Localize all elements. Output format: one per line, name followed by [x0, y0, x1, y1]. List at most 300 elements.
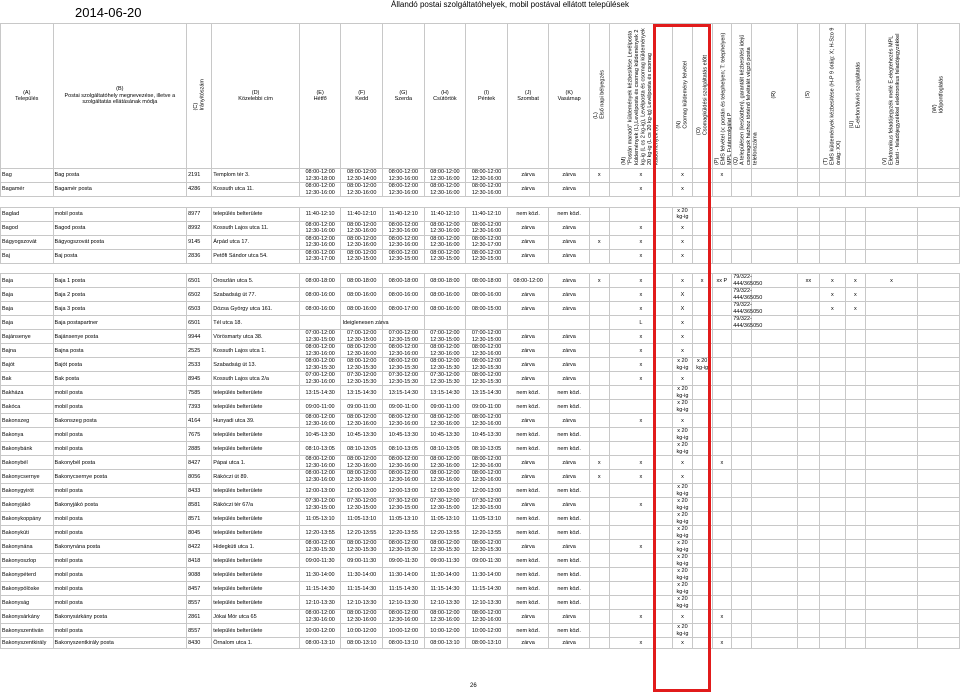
cell-c: 4164	[187, 414, 212, 428]
column-code: (I)	[483, 89, 490, 96]
cell-v	[865, 302, 918, 316]
cell-v	[865, 484, 918, 498]
cell-q	[732, 428, 752, 442]
cell-w	[918, 274, 960, 288]
cell-i: 08:00-15:00	[466, 302, 508, 316]
cell-l	[589, 442, 609, 456]
cell-k: nem közl.	[549, 554, 590, 568]
cell-d: Kossuth Lajos utca 11.	[212, 221, 300, 235]
cell-s	[797, 456, 819, 470]
cell-r	[751, 386, 797, 400]
cell-a: Baja	[1, 302, 54, 316]
cell-b: Bakonyszentkirály posta	[53, 638, 187, 649]
cell-l	[589, 568, 609, 582]
cell-k: zárva	[549, 249, 590, 263]
cell-t	[819, 207, 845, 221]
cell-b: Bakonycsernye posta	[53, 470, 187, 484]
cell-s	[797, 512, 819, 526]
cell-i: 07:30-12:00 12:30-15:00	[466, 498, 508, 512]
cell-h: 08:00-13:10	[424, 638, 466, 649]
cell-g: 08:00-12:00 12:30-15:00	[383, 249, 425, 263]
cell-f: 08:00-12:00 12:30-16:00	[341, 183, 383, 197]
cell-s	[797, 638, 819, 649]
cell-l	[589, 316, 609, 330]
cell-w	[918, 358, 960, 372]
table-row	[1, 288, 960, 302]
cell-d: település belterülete	[212, 596, 300, 610]
cell-h: 08:00-12:00 12:30-16:00	[424, 235, 466, 249]
cell-c: 8457	[187, 582, 212, 596]
cell-r	[751, 610, 797, 624]
cell-i: 11:40-12:10	[466, 207, 508, 221]
cell-e: 07:00-12:00 12:30-15:00	[299, 330, 341, 344]
cell-i: 08:00-12:00 12:30-16:00	[466, 221, 508, 235]
column-title: "Postán maradó" küldemények kézbesítése Levélposta küldemények (L),Levélposta és csomag küldemények 2 kg-ig (L cs 2 kg-ig), Levélposta és csomag küldemények 20 kg-ig (L cs 20 kg-ig) Levélposta és csomag küldemények (x)	[627, 28, 660, 165]
cell-w	[918, 526, 960, 540]
cell-u	[846, 456, 866, 470]
cell-w	[918, 400, 960, 414]
column-title: EMS felvétel (x: postán és telephelyen; T: telephelyen) MPL Futárszolgálat P	[720, 32, 733, 165]
cell-p: xx P	[712, 274, 732, 288]
column-title: Szombat	[517, 96, 539, 102]
cell-t	[819, 169, 845, 183]
cell-b: mobil posta	[53, 624, 187, 638]
cell-t	[819, 235, 845, 249]
cell-n: x 20 kg-ig	[673, 540, 693, 554]
cell-u: x	[846, 274, 866, 288]
cell-q	[732, 540, 752, 554]
table-row	[1, 428, 960, 442]
cell-p	[712, 428, 732, 442]
cell-d: Hunyadi utca 39.	[212, 414, 300, 428]
cell-v	[865, 221, 918, 235]
cell-l	[589, 582, 609, 596]
cell-c: 2885	[187, 442, 212, 456]
column-header	[549, 24, 590, 169]
cell-f: 08:00-12:00 12:30-15:30	[341, 540, 383, 554]
column-title: E-elefon/távíró szolgáltatás	[855, 61, 862, 128]
column-code: (R)	[771, 90, 778, 99]
cell-b: Bajna posta	[53, 344, 187, 358]
cell-l	[589, 414, 609, 428]
cell-h: 08:00-12:00 12:30-16:00	[424, 414, 466, 428]
cell-q	[732, 169, 752, 183]
cell-m: x	[609, 456, 672, 470]
cell-b: mobil posta	[53, 484, 187, 498]
cell-h: 08:00-18:00	[424, 274, 466, 288]
cell-u: x	[846, 302, 866, 316]
cell-e	[299, 316, 341, 330]
cell-h: 11:15-14:30	[424, 582, 466, 596]
cell-r	[751, 428, 797, 442]
cell-t	[819, 582, 845, 596]
cell-t	[819, 512, 845, 526]
cell-q	[732, 470, 752, 484]
cell-e: 08:00-12:00 12:30-15:30	[299, 540, 341, 554]
column-code: (Q)	[733, 156, 740, 165]
cell-q	[732, 624, 752, 638]
cell-p	[712, 498, 732, 512]
cell-h: 08:00-12:00 12:30-15:00	[424, 249, 466, 263]
cell-v	[865, 596, 918, 610]
column-code: (F)	[358, 89, 366, 96]
cell-k	[549, 316, 590, 330]
cell-l	[589, 386, 609, 400]
cell-h: 11:30-14:00	[424, 568, 466, 582]
cell-b: Baja 3 posta	[53, 302, 187, 316]
cell-a: Bakháza	[1, 386, 54, 400]
cell-w	[918, 235, 960, 249]
cell-f: Ideiglenesen zárva	[341, 316, 383, 330]
cell-l	[589, 512, 609, 526]
cell-j: zárva	[507, 183, 549, 197]
cell-l	[589, 624, 609, 638]
cell-m: x	[609, 330, 672, 344]
cell-j: nem közl.	[507, 484, 549, 498]
cell-l	[589, 484, 609, 498]
column-title: Időpontfoglalás	[938, 76, 945, 114]
cell-n: x	[673, 610, 693, 624]
cell-v	[865, 624, 918, 638]
cell-k: zárva	[549, 221, 590, 235]
cell-q	[732, 183, 752, 197]
cell-d: Dózsa György utca 161.	[212, 302, 300, 316]
cell-h: 12:10-13:30	[424, 596, 466, 610]
table-row	[1, 344, 960, 358]
cell-r	[751, 456, 797, 470]
cell-w	[918, 249, 960, 263]
cell-i: 10:00-12:00	[466, 624, 508, 638]
cell-f: 08:00-16:00	[341, 302, 383, 316]
highlight-box	[653, 24, 711, 692]
table-row	[1, 582, 960, 596]
cell-c: 2191	[187, 169, 212, 183]
column-header	[341, 24, 383, 169]
cell-t	[819, 221, 845, 235]
cell-l: x	[589, 169, 609, 183]
cell-e: 08:00-12:00 12:30-16:00	[299, 221, 341, 235]
cell-i: 08:00-12:00 12:30-16:00	[466, 456, 508, 470]
cell-c: 8427	[187, 456, 212, 470]
cell-e: 08:00-12:00 12:30-16:00	[299, 456, 341, 470]
cell-v	[865, 498, 918, 512]
cell-k: zárva	[549, 372, 590, 386]
cell-l	[589, 344, 609, 358]
cell-s	[797, 330, 819, 344]
cell-k: zárva	[549, 288, 590, 302]
cell-f: 08:00-12:00 12:30-16:00	[341, 221, 383, 235]
cell-e: 09:00-11:00	[299, 400, 341, 414]
cell-s	[797, 540, 819, 554]
cell-c: 8433	[187, 484, 212, 498]
column-header	[424, 24, 466, 169]
cell-e: 12:20-13:55	[299, 526, 341, 540]
cell-v	[865, 316, 918, 330]
cell-b: mobil posta	[53, 596, 187, 610]
cell-u	[846, 512, 866, 526]
cell-q	[732, 207, 752, 221]
cell-q	[732, 414, 752, 428]
cell-a: Bakonykoppány	[1, 512, 54, 526]
cell-j: zárva	[507, 372, 549, 386]
cell-r	[751, 470, 797, 484]
cell-a: Bakonypölöske	[1, 582, 54, 596]
cell-v	[865, 414, 918, 428]
cell-n: x 20 kg-ig	[673, 554, 693, 568]
cell-j: zárva	[507, 330, 549, 344]
cell-e: 08:10-13:05	[299, 442, 341, 456]
cell-v	[865, 358, 918, 372]
cell-p	[712, 400, 732, 414]
cell-s	[797, 596, 819, 610]
column-code: (O)	[695, 126, 702, 135]
cell-v	[865, 183, 918, 197]
cell-b: mobil posta	[53, 582, 187, 596]
cell-c: 8430	[187, 638, 212, 649]
column-title: Első napi bélyegzés	[599, 70, 606, 120]
cell-g: 08:00-16:00	[383, 288, 425, 302]
cell-w	[918, 638, 960, 649]
cell-k: nem közl.	[549, 442, 590, 456]
cell-u	[846, 344, 866, 358]
cell-u	[846, 249, 866, 263]
cell-w	[918, 512, 960, 526]
cell-r	[751, 554, 797, 568]
cell-m: x	[609, 169, 672, 183]
cell-e: 07:00-12:00 12:30-16:00	[299, 372, 341, 386]
cell-e: 11:30-14:00	[299, 568, 341, 582]
cell-b: Baja postapartner	[53, 316, 187, 330]
cell-s	[797, 498, 819, 512]
cell-r	[751, 169, 797, 183]
cell-l	[589, 330, 609, 344]
cell-w	[918, 302, 960, 316]
cell-c: 9145	[187, 235, 212, 249]
cell-n: x	[673, 274, 693, 288]
cell-u	[846, 624, 866, 638]
cell-c: 8581	[187, 498, 212, 512]
cell-b: Bajót posta	[53, 358, 187, 372]
cell-s: xx	[797, 274, 819, 288]
cell-l	[589, 183, 609, 197]
cell-e: 13:15-14:30	[299, 386, 341, 400]
table-row	[1, 274, 960, 288]
cell-w	[918, 568, 960, 582]
cell-j	[507, 316, 549, 330]
cell-g: 11:40-12:10	[383, 207, 425, 221]
separator-cell	[1, 263, 960, 274]
cell-f: 11:15-14:30	[341, 582, 383, 596]
cell-p	[712, 207, 732, 221]
cell-h: 09:00-11:30	[424, 554, 466, 568]
cell-u	[846, 235, 866, 249]
cell-h: 07:00-12:00 12:30-15:00	[424, 330, 466, 344]
cell-g: 08:10-13:05	[383, 442, 425, 456]
cell-p	[712, 372, 732, 386]
cell-j: zárva	[507, 498, 549, 512]
cell-n: x 20 kg-ig	[673, 428, 693, 442]
cell-t	[819, 330, 845, 344]
cell-a: Baglad	[1, 207, 54, 221]
cell-k: zárva	[549, 498, 590, 512]
column-header	[383, 24, 425, 169]
cell-p	[712, 512, 732, 526]
cell-k: zárva	[549, 302, 590, 316]
cell-d: Hidegkúti utca 1.	[212, 540, 300, 554]
cell-g: 08:00-12:00 12:30-16:00	[383, 414, 425, 428]
cell-d: település belterülete	[212, 386, 300, 400]
table-body	[1, 169, 960, 649]
cell-u	[846, 568, 866, 582]
cell-t	[819, 428, 845, 442]
cell-q: 79/322-444/365050	[733, 288, 763, 301]
cell-r	[751, 344, 797, 358]
cell-a: Bakonyság	[1, 596, 54, 610]
cell-f: 08:00-12:00 12:30-16:00	[341, 414, 383, 428]
cell-j: nem közl.	[507, 624, 549, 638]
cell-a: Baja	[1, 274, 54, 288]
column-header	[819, 24, 845, 169]
cell-v	[865, 169, 918, 183]
cell-p	[712, 302, 732, 316]
cell-u: x	[846, 288, 866, 302]
cell-b: Bakonysárkány posta	[53, 610, 187, 624]
cell-a: Baja	[1, 288, 54, 302]
cell-a: Bajna	[1, 344, 54, 358]
cell-b: Bag posta	[53, 169, 187, 183]
cell-k: zárva	[549, 274, 590, 288]
cell-i: 08:10-13:05	[466, 442, 508, 456]
cell-a: Bakonykúti	[1, 526, 54, 540]
cell-p: x	[712, 456, 732, 470]
cell-p	[712, 596, 732, 610]
cell-k: nem közl.	[549, 400, 590, 414]
cell-e: 12:00-13:00	[299, 484, 341, 498]
cell-t	[819, 554, 845, 568]
cell-a: Bakonysárkány	[1, 610, 54, 624]
cell-v	[865, 470, 918, 484]
cell-s	[797, 414, 819, 428]
cell-n: x 20 kg-ig	[673, 358, 693, 372]
column-code: (M)	[621, 156, 628, 165]
cell-e: 08:00-12:00 12:30-18:00	[299, 169, 341, 183]
column-header	[797, 24, 819, 169]
cell-l	[589, 526, 609, 540]
cell-g: 08:00-12:00 12:30-16:00	[383, 456, 425, 470]
cell-s	[797, 400, 819, 414]
cell-u	[846, 638, 866, 649]
column-header	[187, 24, 212, 169]
cell-p	[712, 330, 732, 344]
cell-u	[846, 442, 866, 456]
cell-s	[797, 358, 819, 372]
cell-m: x	[609, 235, 672, 249]
cell-e: 08:00-12:00 12:30-16:00	[299, 610, 341, 624]
cell-l	[589, 428, 609, 442]
column-title: EMS küldemények kézbesítése (H-P 9 óráig: X; H-Szo 9 óráig: XX)	[829, 27, 842, 165]
cell-l	[589, 221, 609, 235]
cell-l	[589, 207, 609, 221]
cell-v	[865, 638, 918, 649]
cell-n: x 20 kg-ig	[673, 526, 693, 540]
cell-d: Tél utca 18.	[212, 316, 300, 330]
cell-b: mobil posta	[53, 400, 187, 414]
cell-c: 8056	[187, 470, 212, 484]
table-row	[1, 568, 960, 582]
cell-i: 08:00-13:10	[466, 638, 508, 649]
cell-n: x	[673, 183, 693, 197]
cell-p	[712, 288, 732, 302]
cell-c: 8422	[187, 540, 212, 554]
cell-h: 12:20-13:55	[424, 526, 466, 540]
cell-f: 08:00-12:00 12:30-14:00	[341, 169, 383, 183]
cell-v	[865, 428, 918, 442]
cell-f: 09:00-11:00	[341, 400, 383, 414]
cell-v	[865, 526, 918, 540]
cell-e: 10:45-13:30	[299, 428, 341, 442]
cell-w	[918, 582, 960, 596]
cell-f: 07:30-12:00 12:30-15:30	[341, 372, 383, 386]
cell-h	[424, 316, 466, 330]
table-row	[1, 207, 960, 221]
cell-q	[732, 526, 752, 540]
cell-u	[846, 498, 866, 512]
cell-d: település belterülete	[212, 512, 300, 526]
cell-s	[797, 316, 819, 330]
cell-r	[751, 400, 797, 414]
cell-v	[865, 372, 918, 386]
cell-s	[797, 207, 819, 221]
cell-c: 6503	[187, 302, 212, 316]
cell-l	[589, 358, 609, 372]
cell-k: nem közl.	[549, 582, 590, 596]
cell-s	[797, 302, 819, 316]
cell-g: 10:00-12:00	[383, 624, 425, 638]
cell-j: nem közl.	[507, 400, 549, 414]
column-title: Település	[15, 96, 39, 102]
cell-d: település belterülete	[212, 526, 300, 540]
cell-f: 08:00-12:00 12:30-16:00	[341, 344, 383, 358]
table-row	[1, 330, 960, 344]
cell-a: Bakonyszentkirály	[1, 638, 54, 649]
cell-f: 07:30-12:00 12:30-15:00	[341, 498, 383, 512]
cell-p: x	[712, 169, 732, 183]
cell-g: 12:10-13:30	[383, 596, 425, 610]
column-header	[1, 24, 54, 169]
cell-p	[712, 316, 732, 330]
cell-q	[732, 442, 752, 456]
column-code: (C)	[192, 102, 199, 111]
separator-cell	[1, 197, 960, 208]
cell-k: zárva	[549, 358, 590, 372]
cell-i: 08:00-12:00 12:30-16:00	[466, 183, 508, 197]
cell-f: 08:00-12:00 12:30-16:00	[341, 610, 383, 624]
cell-f: 11:05-13:10	[341, 512, 383, 526]
cell-s	[797, 624, 819, 638]
cell-l	[589, 554, 609, 568]
cell-d: Rákóczi tér 67/a	[212, 498, 300, 512]
cell-q	[732, 249, 752, 263]
cell-r	[751, 484, 797, 498]
cell-r	[751, 372, 797, 386]
cell-w	[918, 442, 960, 456]
cell-i: 08:00-12:00 12:30-15:30	[466, 358, 508, 372]
cell-s	[797, 386, 819, 400]
cell-r	[751, 582, 797, 596]
table-row	[1, 169, 960, 183]
cell-f: 08:00-13:10	[341, 638, 383, 649]
cell-w	[918, 414, 960, 428]
